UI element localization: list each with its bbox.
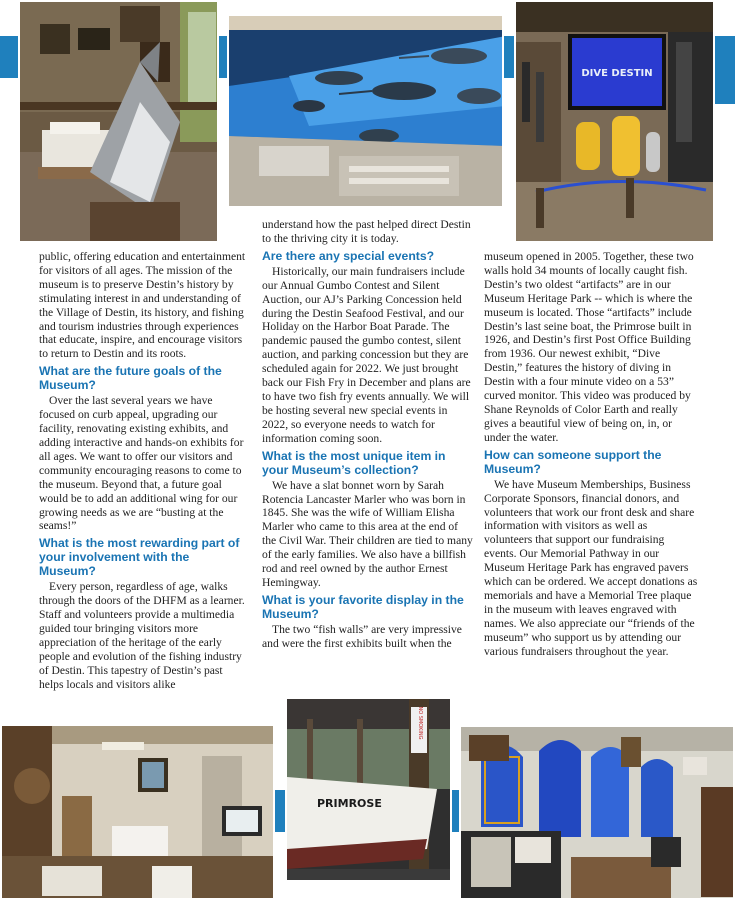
dive-exhibit-photo [514,0,715,243]
dive-destin-screen-text: DIVE DESTIN [581,68,653,79]
no-smoking-sign-text: NO SMOKING [417,706,423,740]
column-3-paragraph-1: museum opened in 2005. Together, these two walls hold 34 mounts of locally caught fish. Destin’s two oldest “artifacts” are in our Museum Heritage Park -- which is where the museum is located. Those “artifacts” include Destin’s last seine boat, the Primrose built in 1926, and Destin’s first Post Office Building from 1936. Our newest exhibit, “Dive Destin,” features the history of diving in Destin with a four minute video on a 53” curved monitor. This video was produced by Shane Reynolds of Color Earth and really gives a beautiful view of being on, in, or under the water. [484,250,694,444]
answer-most-rewarding: Every person, regardless of age, walks through the doors of the DHFM as a learner. Staff and volunteers provide a multimedia guided tour bringing visitors more appreciation of the heritage of the early people and evolution of the fishing industry of Destin. This tapestry of Destin’s past helps locals and visitors alike [39,580,245,691]
column-2-paragraph-1: understand how the past helped direct Destin to the thriving city it is today. [262,218,471,245]
question-most-rewarding: What is the most rewarding part of your involvement with the Museum? [39,536,240,579]
article-column-1 [39,250,249,692]
answer-unique-item: We have a slat bonnet worn by Sarah Rotencia Lancaster Marler who was born in 1845. She was the wife of William Elisha Marler who came to this area at the end of the Civil War. Their children are tied to many of the early families. We also have a billfish rod and reel owned by the author Ernest Hemingway. [262,478,473,589]
question-support-museum: How can someone support the Museum? [484,447,662,476]
answer-special-events: Historically, our main fundraisers include our Annual Gumbo Contest and Silent Auction, our AJ’s Parking Concession held during the Destin Seafood Festival, and our Holiday on the Harbor Boat Parade. The pandemic paused the gumbo contest, silent auction, and parking concession but they are scheduled again for 2022. We just brought back our Fish Fry in December and plans are to have two fish fry events annually. We will be hosting several new special events in 2022, so everyone needs to watch for information coming soon. [262,264,471,445]
question-future-goals: What are the future goals of the Museum? [39,364,222,393]
answer-support-museum: We have Museum Memberships, Business Corporate Sponsors, financial donors, and volunteers that work our front desk and share information with visitors as well as volunteers that support our fundraising events. Our Memorial Pathway in our Museum Heritage Park has engraved pavers which can be ordered. We accept donations as memorials and have a Memorial Tree plaque in the museum with leaves engraved with names. We also appreciate our “friends of the museum” who support us by attending our various fundraisers throughout the year. [484,477,698,658]
heritage-room-photo [0,724,275,900]
question-unique-item: What is the most unique item in your Museum’s collection? [262,448,446,477]
primrose-boat-photo [285,697,452,882]
column-1-paragraph-1: public, offering education and entertainment for visitors of all ages. The mission of the museum is to preserve Destin’s history by stimulating interest in and understanding of the Village of Destin, its history, and fishing and tourism industries through experiences that educate, inspire, and encourage visitors to return to Destin and its roots. [39,250,246,361]
fish-wall-photo [227,14,504,208]
answer-future-goals: Over the last several years we have focused on curb appeal, upgrading our facility, renovating existing exhibits, and adding interactive and hands-on exhibits for all ages. We want to offer our visitors and community encouraging reasons to come to the museum. Beyond that, a future goal would be to add an additional wing for our growing needs as we are “busting at the seams!” [39,394,244,533]
article-column-3 [484,250,698,658]
top-right-band [713,36,735,104]
question-favorite-display: What is your favorite display in the Museum? [262,592,464,621]
top-left-band [0,36,20,78]
shark-room-photo [18,0,219,243]
article-column-2 [262,218,474,651]
question-special-events: Are there any special events? [262,248,435,263]
answer-favorite-display: The two “fish walls” are very impressive and were the first exhibits built when the [262,622,462,650]
memorial-room-photo [459,725,735,900]
primrose-boat-name: PRIMROSE [317,797,382,810]
